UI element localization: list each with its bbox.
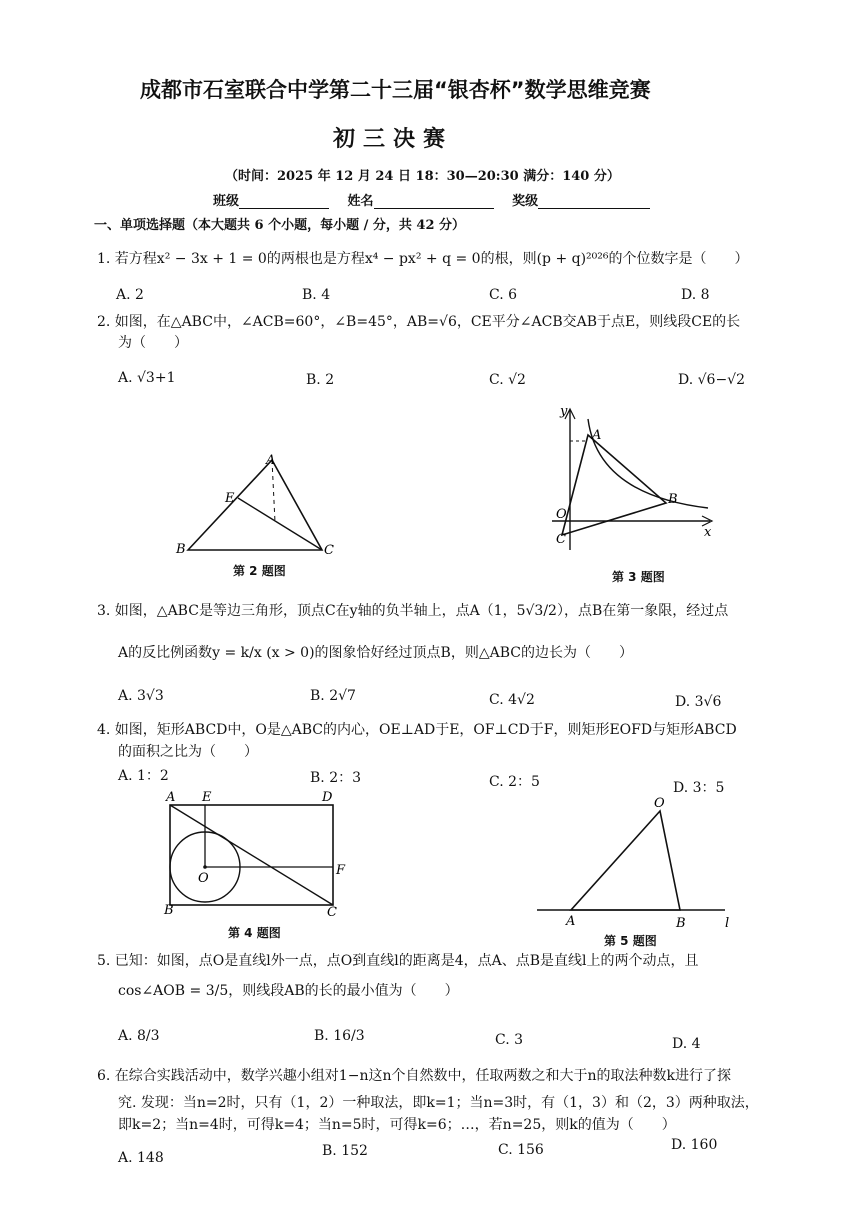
figure-q5-caption: 第 5 题图 xyxy=(604,934,657,948)
name-label: 姓名 xyxy=(347,194,374,209)
label-c: C xyxy=(324,543,334,558)
triangle-aob xyxy=(571,811,680,910)
q3-option-c[interactable]: C. 4√2 xyxy=(489,692,535,708)
q6-option-c[interactable]: C. 156 xyxy=(498,1142,544,1158)
q3-option-d[interactable]: D. 3√6 xyxy=(675,694,722,710)
q2-option-b[interactable]: B. 2 xyxy=(306,372,335,388)
q5-option-a[interactable]: A. 8/3 xyxy=(118,1028,160,1044)
page-subtitle: 初三决赛 xyxy=(333,127,454,152)
q1-option-b[interactable]: B. 4 xyxy=(302,287,331,303)
award-label: 奖级 xyxy=(512,194,539,209)
label-a: A xyxy=(566,914,576,929)
altitude-dash xyxy=(272,460,275,522)
exam-time-info: （时间：2025 年 12 月 24 日 18：30—20:30 满分：140 分） xyxy=(225,169,620,184)
question-5-line2: cos∠AOB = 3/5，则线段AB的长的最小值为（ ） xyxy=(118,983,459,999)
triangle-abc xyxy=(188,460,322,550)
label-x: x xyxy=(704,525,712,540)
figure-q4-caption: 第 4 题图 xyxy=(228,926,281,940)
triangle-abc xyxy=(562,435,666,535)
name-blank[interactable] xyxy=(374,194,494,209)
label-d: D xyxy=(322,790,333,805)
page-title: 成都市石室联合中学第二十三届“银杏杯”数学思维竞赛 xyxy=(140,78,651,102)
label-l: l xyxy=(725,916,730,931)
label-a: A xyxy=(166,790,176,805)
q2-option-d[interactable]: D. √6−√2 xyxy=(678,372,746,388)
question-1: 1. 若方程x² − 3x + 1 = 0的两根也是方程x⁴ − px² + q = 0的根，则(p + q)²⁰²⁶的个位数字是（ ） xyxy=(97,251,749,267)
label-o: O xyxy=(198,871,209,886)
question-3-line2: A的反比例函数y = k/x (x > 0)的图象恰好经过顶点B，则△ABC的边长为（ ） xyxy=(118,645,633,661)
student-fields xyxy=(213,190,664,209)
label-f: F xyxy=(336,863,346,878)
class-blank[interactable] xyxy=(239,194,329,209)
label-b: B xyxy=(176,542,186,557)
q6-option-a[interactable]: A. 148 xyxy=(118,1150,164,1166)
label-e: E xyxy=(225,491,235,506)
q1-option-d[interactable]: D. 8 xyxy=(681,287,710,303)
figure-q3 xyxy=(548,405,728,555)
question-5-line1: 5. 已知：如图，点O是直线l外一点，点O到直线l的距离是4，点A、点B是直线l上的两个动点，且 xyxy=(97,953,699,969)
q6-option-b[interactable]: B. 152 xyxy=(322,1143,368,1159)
q3-option-a[interactable]: A. 3√3 xyxy=(118,688,164,704)
label-o: O xyxy=(556,507,567,522)
label-b: B xyxy=(164,903,174,918)
question-3-line1: 3. 如图，△ABC是等边三角形，顶点C在y轴的负半轴上，点A（1，5√3/2），点B在第一象限，经过点 xyxy=(97,603,729,619)
question-6-line1: 6. 在综合实践活动中，数学兴趣小组对1−n这n个自然数中，任取两数之和大于n的取法种数k进行了探 xyxy=(97,1068,731,1084)
q5-option-c[interactable]: C. 3 xyxy=(495,1032,524,1048)
label-b: B xyxy=(676,916,686,931)
label-b: B xyxy=(668,492,678,507)
label-y: y xyxy=(560,404,568,419)
hyperbola-curve xyxy=(588,419,708,508)
figure-q4 xyxy=(160,788,350,918)
class-label: 班级 xyxy=(213,194,240,209)
award-blank[interactable] xyxy=(538,194,650,209)
question-4-line2: 的面积之比为（ ） xyxy=(118,744,258,760)
figure-q5 xyxy=(535,796,735,931)
question-4-line1: 4. 如图，矩形ABCD中，O是△ABC的内心，OE⊥AD于E，OF⊥CD于F，则矩形EOFD与矩形ABCD xyxy=(97,722,737,738)
q6-option-d[interactable]: D. 160 xyxy=(671,1137,718,1153)
bisector-ce xyxy=(238,498,322,550)
label-a: A xyxy=(266,453,276,468)
figure-q2-caption: 第 2 题图 xyxy=(233,564,286,578)
q1-option-a[interactable]: A. 2 xyxy=(116,287,144,303)
q5-option-b[interactable]: B. 16/3 xyxy=(314,1028,365,1044)
q2-option-a[interactable]: A. √3+1 xyxy=(118,370,176,386)
diagonal-ac xyxy=(170,805,333,905)
q2-option-c[interactable]: C. √2 xyxy=(489,372,526,388)
q5-option-d[interactable]: D. 4 xyxy=(672,1036,701,1052)
center-o xyxy=(203,865,207,869)
q4-option-b[interactable]: B. 2：3 xyxy=(310,770,362,786)
label-c: C xyxy=(327,905,337,920)
label-e: E xyxy=(202,790,212,805)
figure-q2 xyxy=(170,450,370,570)
label-a: A xyxy=(592,428,602,443)
label-c: C xyxy=(556,532,566,547)
label-o: O xyxy=(654,796,665,811)
question-2-line2: 为（ ） xyxy=(118,335,188,351)
q4-option-d[interactable]: D. 3：5 xyxy=(673,780,725,796)
question-2-line1: 2. 如图，在△ABC中，∠ACB=60°，∠B=45°，AB=√6，CE平分∠ACB交AB于点E，则线段CE的长 xyxy=(97,314,741,330)
section-heading: 一、单项选择题（本大题共 6 个小题，每小题 / 分，共 42 分） xyxy=(94,218,466,233)
figure-q3-caption: 第 3 题图 xyxy=(612,570,665,584)
q4-option-c[interactable]: C. 2：5 xyxy=(489,774,540,790)
question-6-line2: 究. 发现：当n=2时，只有（1，2）一种取法，即k=1；当n=3时，有（1，3）和（2，3）两种取法， xyxy=(118,1095,759,1111)
question-6-line3: 即k=2；当n=4时，可得k=4；当n=5时，可得k=6；…，若n=25，则k的值为（ ） xyxy=(118,1117,676,1133)
q4-option-a[interactable]: A. 1：2 xyxy=(118,768,169,784)
q3-option-b[interactable]: B. 2√7 xyxy=(310,688,356,704)
q1-option-c[interactable]: C. 6 xyxy=(489,287,518,303)
